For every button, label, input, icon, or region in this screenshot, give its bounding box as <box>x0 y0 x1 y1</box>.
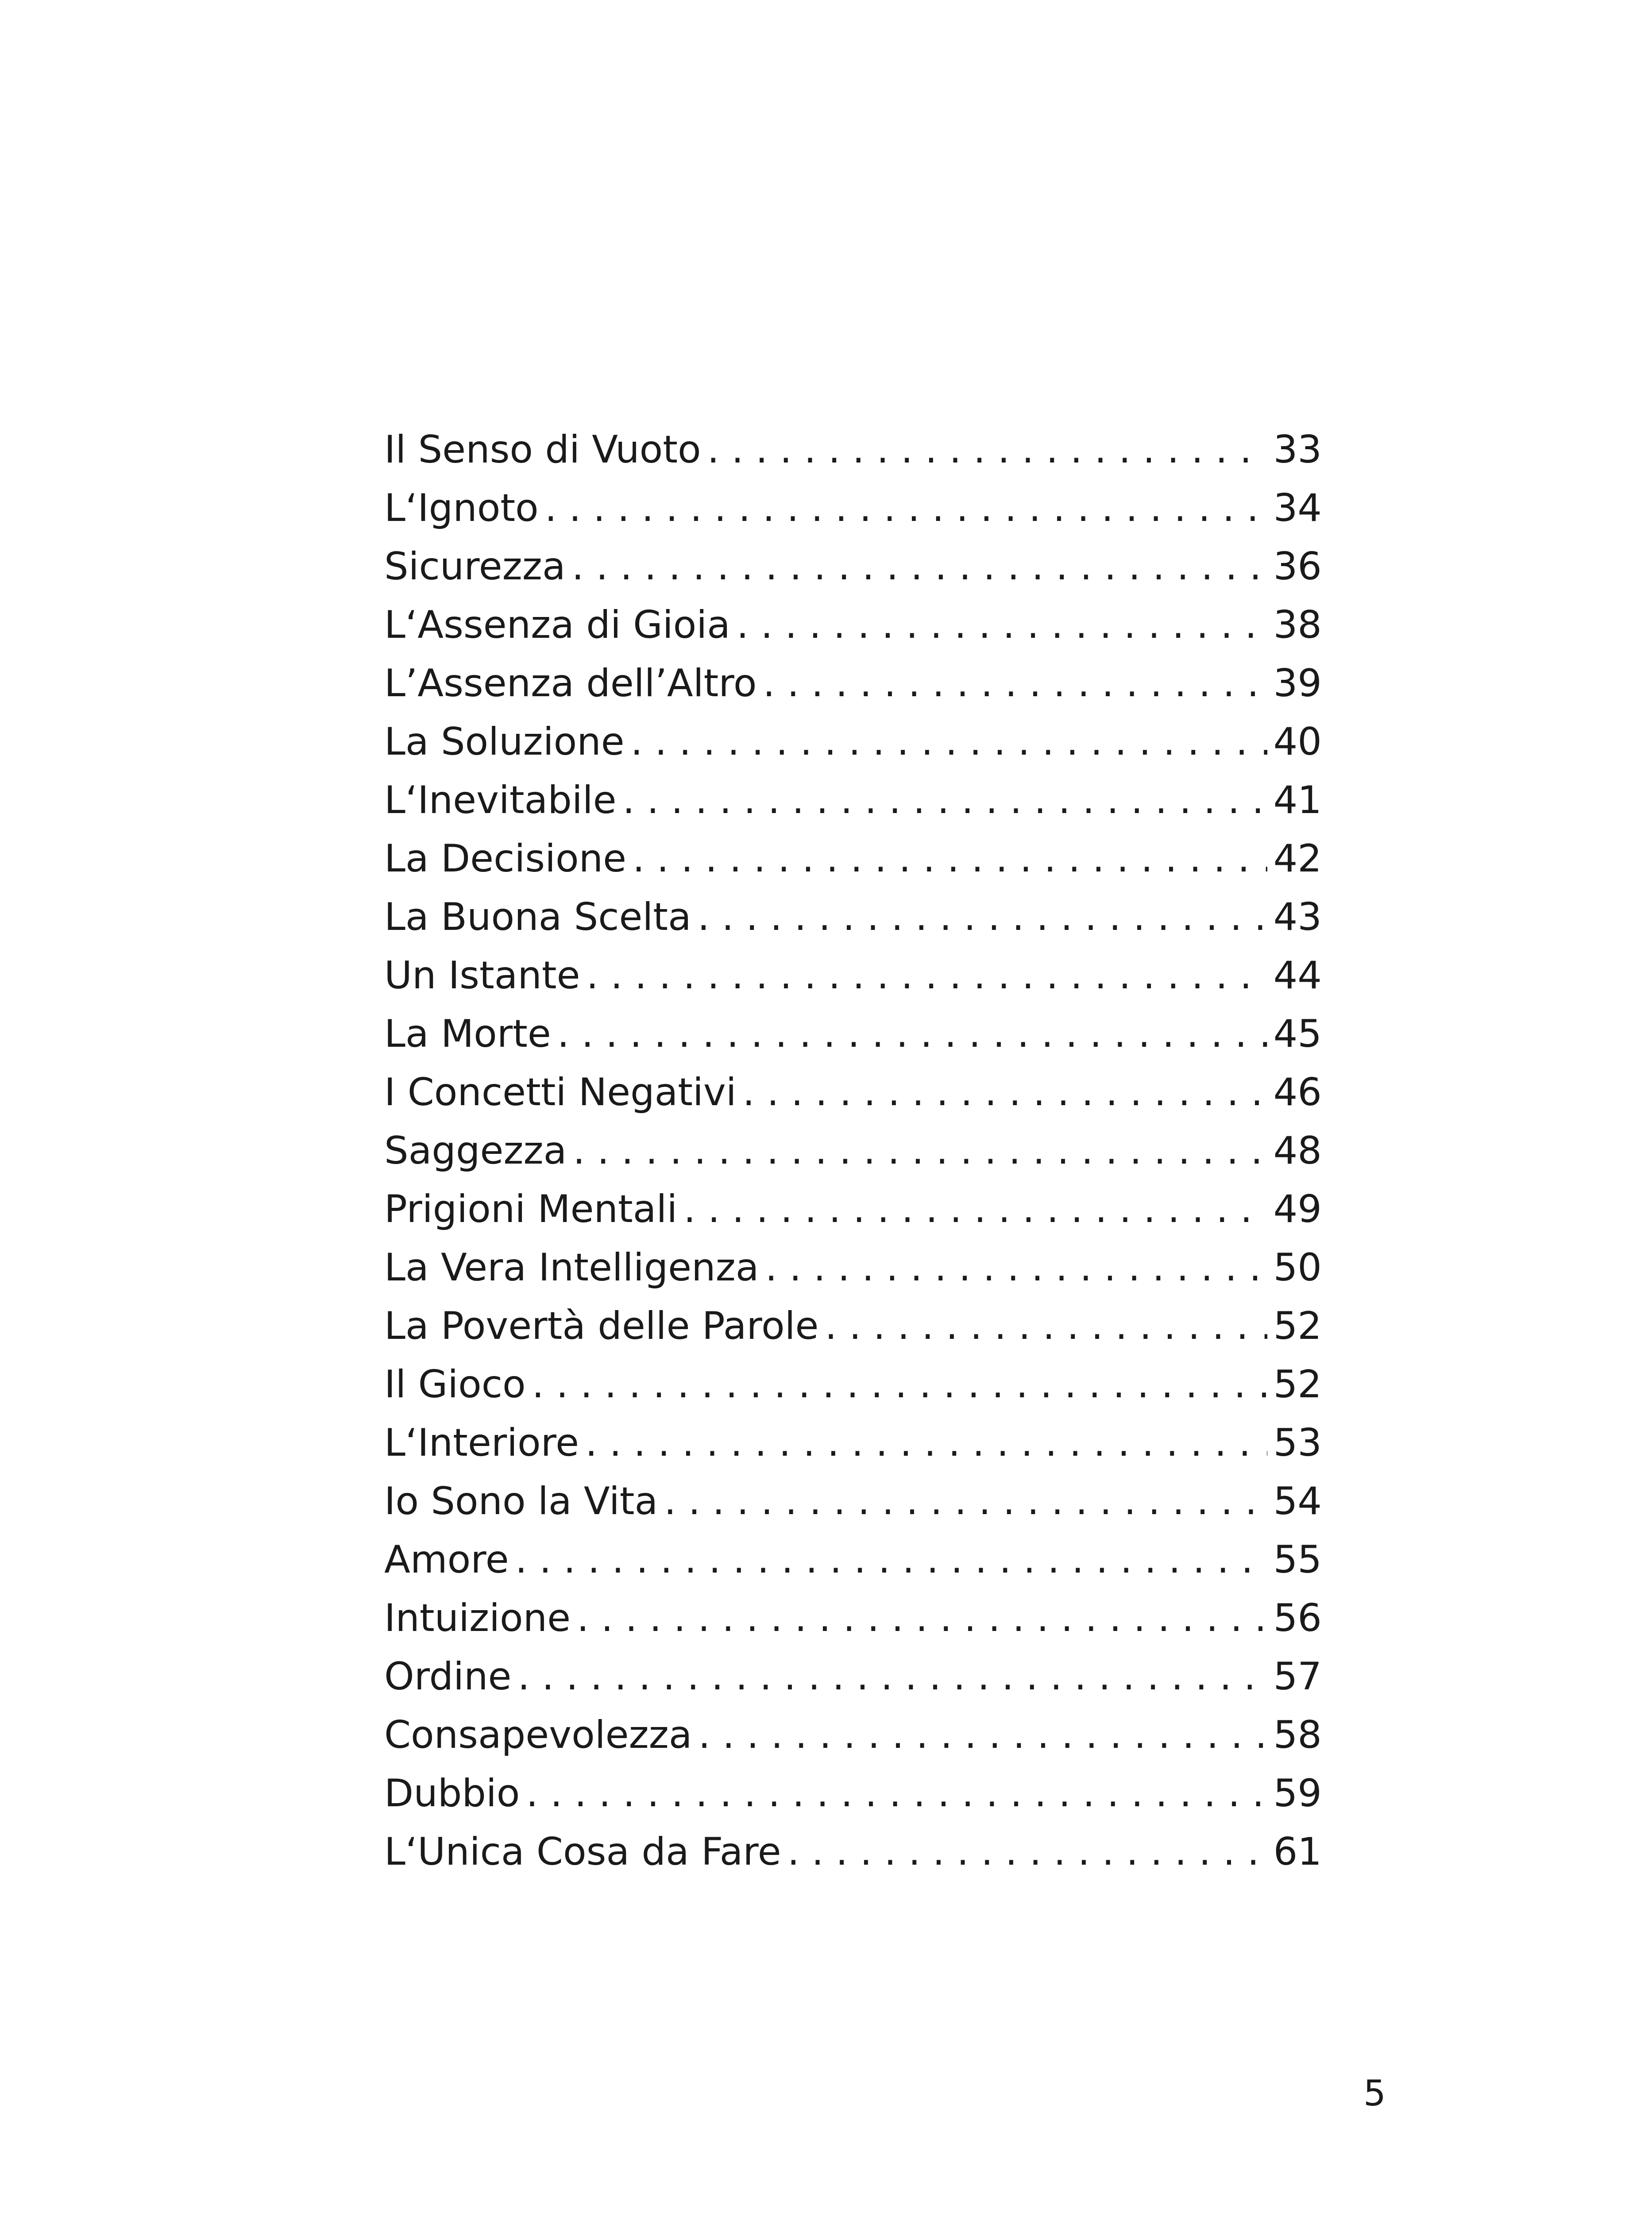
toc-entry-title: La Morte <box>384 1012 551 1056</box>
toc-entry-title: Dubbio <box>384 1771 520 1816</box>
dot-leader <box>545 479 1267 537</box>
toc-entry-page: 57 <box>1273 1654 1322 1699</box>
dot-leader <box>737 596 1267 654</box>
dot-leader <box>683 1180 1267 1238</box>
dot-leader <box>743 1063 1267 1122</box>
dot-leader <box>573 1122 1267 1180</box>
toc-entry[interactable] <box>384 888 1322 946</box>
dot-leader <box>787 1823 1267 1881</box>
toc-entry-title: La Povertà delle Parole <box>384 1304 819 1348</box>
toc-entry-title: Consapevolezza <box>384 1713 692 1757</box>
toc-entry[interactable] <box>384 420 1322 479</box>
toc-entry[interactable] <box>384 1414 1322 1472</box>
toc-entry[interactable] <box>384 1005 1322 1063</box>
dot-leader <box>633 829 1267 888</box>
toc-entry-page: 61 <box>1273 1830 1322 1874</box>
toc-entry-page: 55 <box>1273 1538 1322 1582</box>
toc-entry-title: I Concetti Negativi <box>384 1070 737 1114</box>
toc-entry[interactable] <box>384 1180 1322 1238</box>
toc-entry-page: 58 <box>1273 1713 1322 1757</box>
toc-entry[interactable] <box>384 1122 1322 1180</box>
toc-entry-title: La Decisione <box>384 837 626 881</box>
dot-leader <box>515 1531 1267 1589</box>
toc-entry-page: 56 <box>1273 1596 1322 1640</box>
toc-entry-page: 54 <box>1273 1479 1322 1523</box>
toc-entry[interactable] <box>384 771 1322 829</box>
toc-entry[interactable] <box>384 596 1322 654</box>
toc-entry-page: 46 <box>1273 1070 1322 1114</box>
page-number: 5 <box>1363 2073 1386 2114</box>
dot-leader <box>623 771 1267 829</box>
toc-entry-page: 50 <box>1273 1245 1322 1290</box>
dot-leader <box>587 946 1267 1005</box>
toc-entry-page: 59 <box>1273 1771 1322 1816</box>
toc-entry-title: L‘Assenza di Gioia <box>384 603 730 647</box>
toc-entry-page: 41 <box>1273 778 1322 822</box>
toc-entry[interactable] <box>384 1647 1322 1706</box>
toc-entry-title: Io Sono la Vita <box>384 1479 658 1523</box>
dot-leader <box>825 1297 1267 1355</box>
toc-entry-page: 36 <box>1273 544 1322 589</box>
toc-entry[interactable] <box>384 1764 1322 1823</box>
toc-entry-title: L‘Ignoto <box>384 486 539 530</box>
toc-entry[interactable] <box>384 1472 1322 1531</box>
toc-entry[interactable] <box>384 537 1322 596</box>
toc-entry[interactable] <box>384 1589 1322 1647</box>
dot-leader <box>572 537 1267 596</box>
toc-entry-page: 48 <box>1273 1129 1322 1173</box>
toc-entry-page: 45 <box>1273 1012 1322 1056</box>
toc-entry-title: Il Gioco <box>384 1362 526 1407</box>
toc-entry-title: Saggezza <box>384 1129 567 1173</box>
toc-entry[interactable] <box>384 1355 1322 1414</box>
dot-leader <box>765 1238 1267 1297</box>
toc-entry[interactable] <box>384 654 1322 713</box>
toc-entry-title: Ordine <box>384 1654 512 1699</box>
toc-entry[interactable] <box>384 1823 1322 1881</box>
toc-entry-page: 33 <box>1273 428 1322 472</box>
toc-entry-page: 34 <box>1273 486 1322 530</box>
toc-entry-title: L‘Unica Cosa da Fare <box>384 1830 781 1874</box>
toc-entry[interactable] <box>384 829 1322 888</box>
toc-entry-page: 52 <box>1273 1362 1322 1407</box>
toc-entry-title: Un Istante <box>384 953 580 998</box>
toc-entry-title: Amore <box>384 1538 509 1582</box>
dot-leader <box>557 1005 1267 1063</box>
toc-entry-page: 40 <box>1273 720 1322 764</box>
dot-leader <box>585 1414 1267 1472</box>
toc-entry-title: Il Senso di Vuoto <box>384 428 701 472</box>
dot-leader <box>577 1589 1267 1647</box>
dot-leader <box>698 888 1267 946</box>
toc-entry-page: 38 <box>1273 603 1322 647</box>
toc-entry-page: 43 <box>1273 895 1322 939</box>
toc-entry-title: Prigioni Mentali <box>384 1187 678 1231</box>
toc-entry[interactable] <box>384 1531 1322 1589</box>
toc-entry-title: L’Assenza dell’Altro <box>384 661 757 706</box>
dot-leader <box>698 1706 1267 1764</box>
toc-entry-page: 42 <box>1273 837 1322 881</box>
toc-entry-page: 44 <box>1273 953 1322 998</box>
toc-entry[interactable] <box>384 1063 1322 1122</box>
table-of-contents <box>384 420 1322 1881</box>
toc-entry[interactable] <box>384 1706 1322 1764</box>
toc-entry[interactable] <box>384 479 1322 537</box>
toc-entry-page: 53 <box>1273 1421 1322 1465</box>
dot-leader <box>664 1472 1267 1531</box>
toc-entry-title: La Vera Intelligenza <box>384 1245 759 1290</box>
toc-entry-title: La Soluzione <box>384 720 625 764</box>
toc-entry[interactable] <box>384 1238 1322 1297</box>
toc-entry-title: Sicurezza <box>384 544 566 589</box>
dot-leader <box>526 1764 1267 1823</box>
toc-entry-title: Intuizione <box>384 1596 571 1640</box>
toc-entry-page: 49 <box>1273 1187 1322 1231</box>
dot-leader <box>631 713 1267 771</box>
dot-leader <box>707 420 1267 479</box>
dot-leader <box>532 1355 1267 1414</box>
toc-entry[interactable] <box>384 946 1322 1005</box>
toc-entry[interactable] <box>384 1297 1322 1355</box>
toc-entry-title: L‘Interiore <box>384 1421 579 1465</box>
toc-entry-page: 39 <box>1273 661 1322 706</box>
toc-entry-page: 52 <box>1273 1304 1322 1348</box>
dot-leader <box>517 1647 1267 1706</box>
dot-leader <box>763 654 1267 713</box>
toc-entry-title: L‘Inevitabile <box>384 778 617 822</box>
toc-entry[interactable] <box>384 713 1322 771</box>
toc-entry-title: La Buona Scelta <box>384 895 691 939</box>
